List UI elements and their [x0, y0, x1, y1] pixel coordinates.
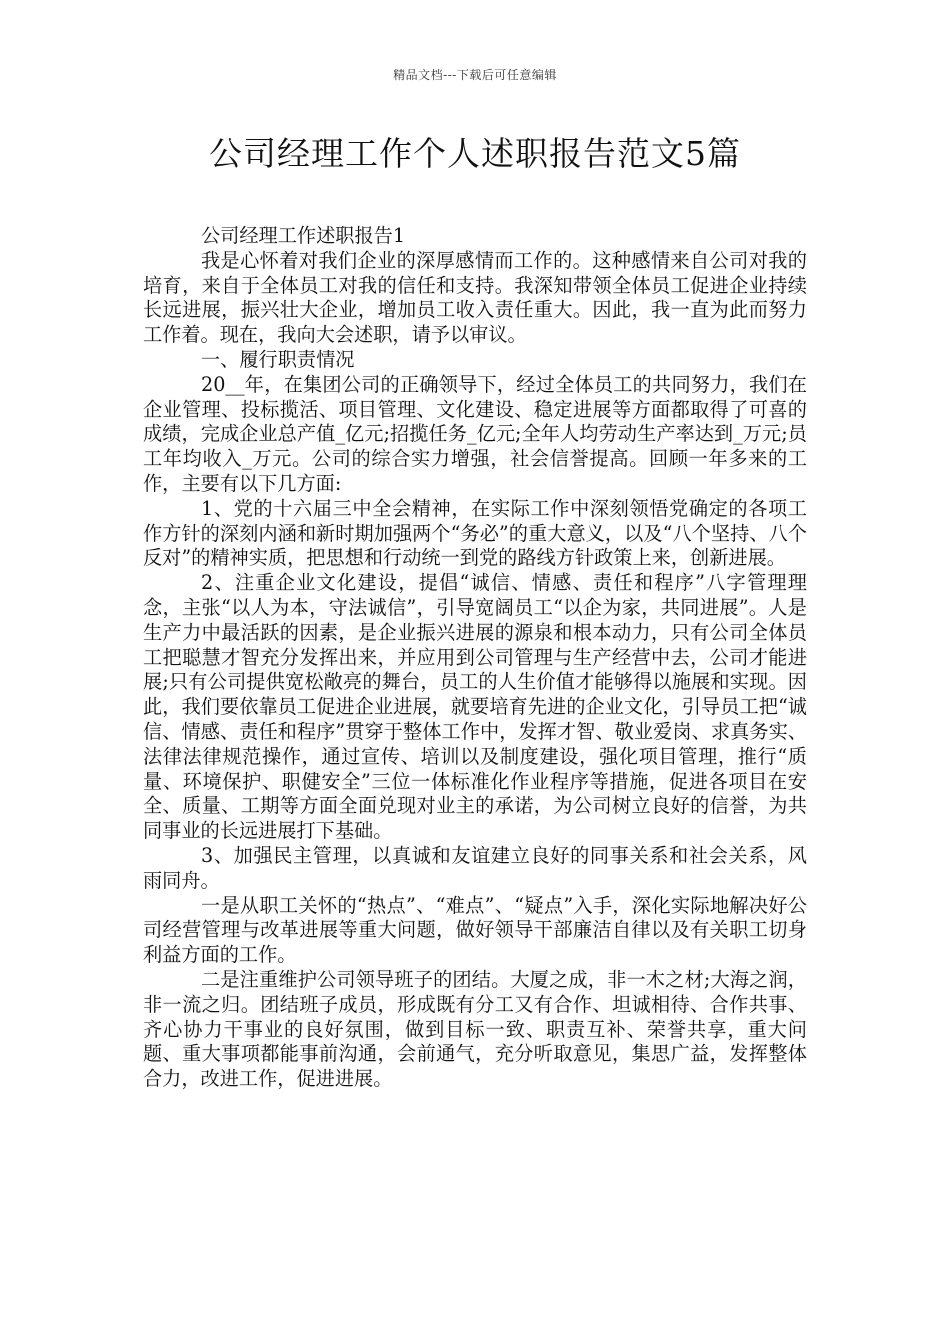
- document-title: 公司经理工作个人述职报告范文5篇: [209, 134, 741, 173]
- header-note: 精品文档---下载后可任意编辑: [393, 68, 557, 82]
- body-paragraph: 一是从职工关怀的“热点”、“难点”、“疑点”入手，深化实际地解决好公司经营管理与改革进展等重大问题，做好领导干部廉洁自律以及有关职工切身利益方面的工作。: [143, 893, 807, 967]
- body-paragraph: 二是注重维护公司领导班子的团结。大厦之成，非一木之材;大海之润，非一流之归。团结班子成员，形成既有分工又有合作、坦诚相待、合作共事、齐心协力干事业的良好氛围，做到目标一致、职责互补、荣誉共享，重大问题、重大事项都能事前沟通，会前通气，充分听取意见，集思广益，发挥整体合力，改进工作，促进进展。: [143, 967, 807, 1091]
- body-paragraph: 我是心怀着对我们企业的深厚感情而工作的。这种感情来自公司对我的培育，来自于全体员工对我的信任和支持。我深知带领全体员工促进企业持续长远进展，振兴壮大企业，增加员工收入责任重大。因此，我一直为此而努力工作着。现在，我向大会述职，请予以审议。: [143, 248, 807, 347]
- body-paragraph: 1、党的十六届三中全会精神，在实际工作中深刻领悟党确定的各项工作方针的深刻内涵和新时期加强两个“务必”的重大意义，以及“八个坚持、八个反对”的精神实质，把思想和行动统一到党的路线方针政策上来，创新进展。: [143, 496, 807, 570]
- body-paragraph: 3、加强民主管理，以真诚和友谊建立良好的同事关系和社会关系，风雨同舟。: [143, 843, 807, 892]
- section-heading: 一、履行职责情况: [201, 347, 355, 371]
- body-paragraph: 2、注重企业文化建设，提倡“诚信、情感、责任和程序”八字管理理念，主张“以人为本，守法诚信”，引导宽阔员工“以企为家，共同进展”。人是生产力中最活跃的因素，是企业振兴进展的源泉和根本动力，只有公司全体员工把聪慧才智充分发挥出来，并应用到公司管理与生产经营中去，公司才能进展;只有公司提供宽松敞亮的舞台，员工的人生价值才能够得以施展和实现。因此，我们要依靠员工促进企业进展，就要培育先进的企业文化，引导员工把“诚信、情感、责任和程序”贯穿于整体工作中，发挥才智、敬业爱岗、求真务实、法律法律规范操作，通过宣传、培训以及制度建设，强化项目管理，推行“质量、环境保护、职健安全”三位一体标准化作业程序等措施，促进各项目在安全、质量、工期等方面全面兑现对业主的承诺，为公司树立良好的信誉，为共同事业的长远进展打下基础。: [143, 571, 807, 843]
- body-paragraph: 20__年，在集团公司的正确领导下，经过全体员工的共同努力，我们在企业管理、投标揽活、项目管理、文化建设、稳定进展等方面都取得了可喜的成绩，完成企业总产值_亿元;招揽任务_亿元;全年人均劳动生产率达到_万元;员工年均收入_万元。公司的综合实力增强，社会信誉提高。回顾一年多来的工作，主要有以下几方面:: [143, 372, 807, 495]
- report-heading: 公司经理工作述职报告1: [201, 224, 406, 247]
- document-body: [143, 224, 807, 1092]
